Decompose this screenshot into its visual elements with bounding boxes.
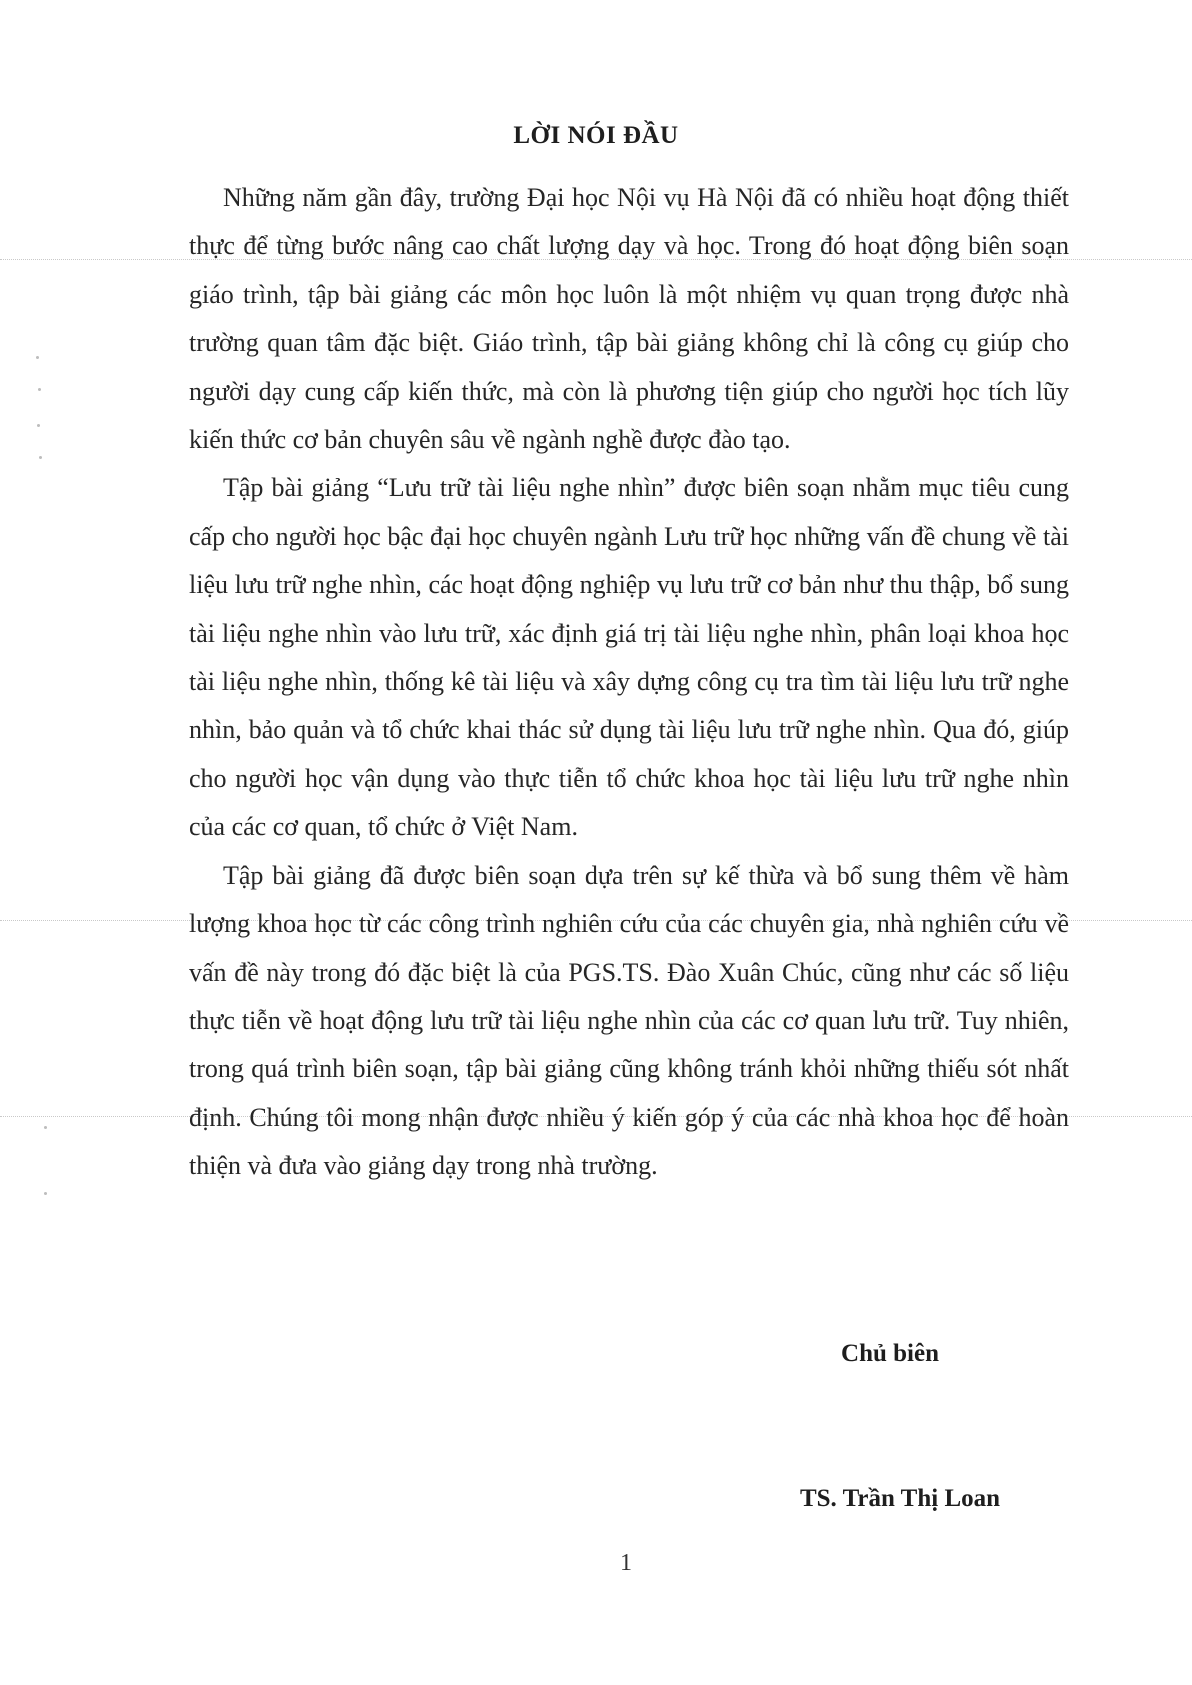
- page-title: LỜI NÓI ĐẦU: [513, 122, 679, 149]
- signature-role: Chủ biên: [841, 1340, 939, 1367]
- scan-speck: [38, 388, 41, 391]
- signature-name: TS. Trần Thị Loan: [799, 1485, 1001, 1512]
- scan-speck: [44, 1192, 47, 1195]
- scan-speck: [44, 1126, 47, 1129]
- paragraph: Tập bài giảng “Lưu trữ tài liệu nghe nhìn” được biên soạn nhằm mục tiêu cung cấp cho người học bậc đại học chuyên ngành Lưu trữ học những vấn đề chung về tài liệu lưu trữ nghe nhìn, các hoạt động nghiệp vụ lưu trữ cơ bản như thu thập, bổ sung tài liệu nghe nhìn vào lưu trữ, xác định giá trị tài liệu nghe nhìn, phân loại khoa học tài liệu nghe nhìn, thống kê tài liệu và xây dựng công cụ tra tìm tài liệu lưu trữ nghe nhìn, bảo quản và tổ chức khai thác sử dụng tài liệu lưu trữ nghe nhìn. Qua đó, giúp cho người học vận dụng vào thực tiễn tổ chức khoa học tài liệu lưu trữ nghe nhìn của các cơ quan, tổ chức ở Việt Nam.: [189, 473, 1069, 842]
- scan-speck: [39, 456, 42, 459]
- page-number: 1: [620, 1550, 632, 1576]
- paragraph: Tập bài giảng đã được biên soạn dựa trên sự kế thừa và bổ sung thêm về hàm lượng khoa học từ các công trình nghiên cứu của các chuyên gia, nhà nghiên cứu về vấn đề này trong đó đặc biệt là của PGS.TS. Đào Xuân Chúc, cũng như các số liệu thực tiễn về hoạt động lưu trữ tài liệu nghe nhìn của các cơ quan lưu trữ. Tuy nhiên, trong quá trình biên soạn, tập bài giảng cũng không tránh khỏi những thiếu sót nhất định. Chúng tôi mong nhận được nhiều ý kiến góp ý của các nhà khoa học để hoàn thiện và đưa vào giảng dạy trong nhà trường.: [189, 860, 1069, 1181]
- body-text: [189, 174, 1069, 1191]
- paragraph: Những năm gần đây, trường Đại học Nội vụ Hà Nội đã có nhiều hoạt động thiết thực để từng bước nâng cao chất lượng dạy và học. Trong đó hoạt động biên soạn giáo trình, tập bài giảng các môn học luôn là một nhiệm vụ quan trọng được nhà trường quan tâm đặc biệt. Giáo trình, tập bài giảng không chỉ là công cụ giúp cho người dạy cung cấp kiến thức, mà còn là phương tiện giúp cho người học tích lũy kiến thức cơ bản chuyên sâu về ngành nghề được đào tạo.: [189, 183, 1069, 455]
- scan-speck: [36, 356, 39, 359]
- scan-speck: [37, 424, 40, 427]
